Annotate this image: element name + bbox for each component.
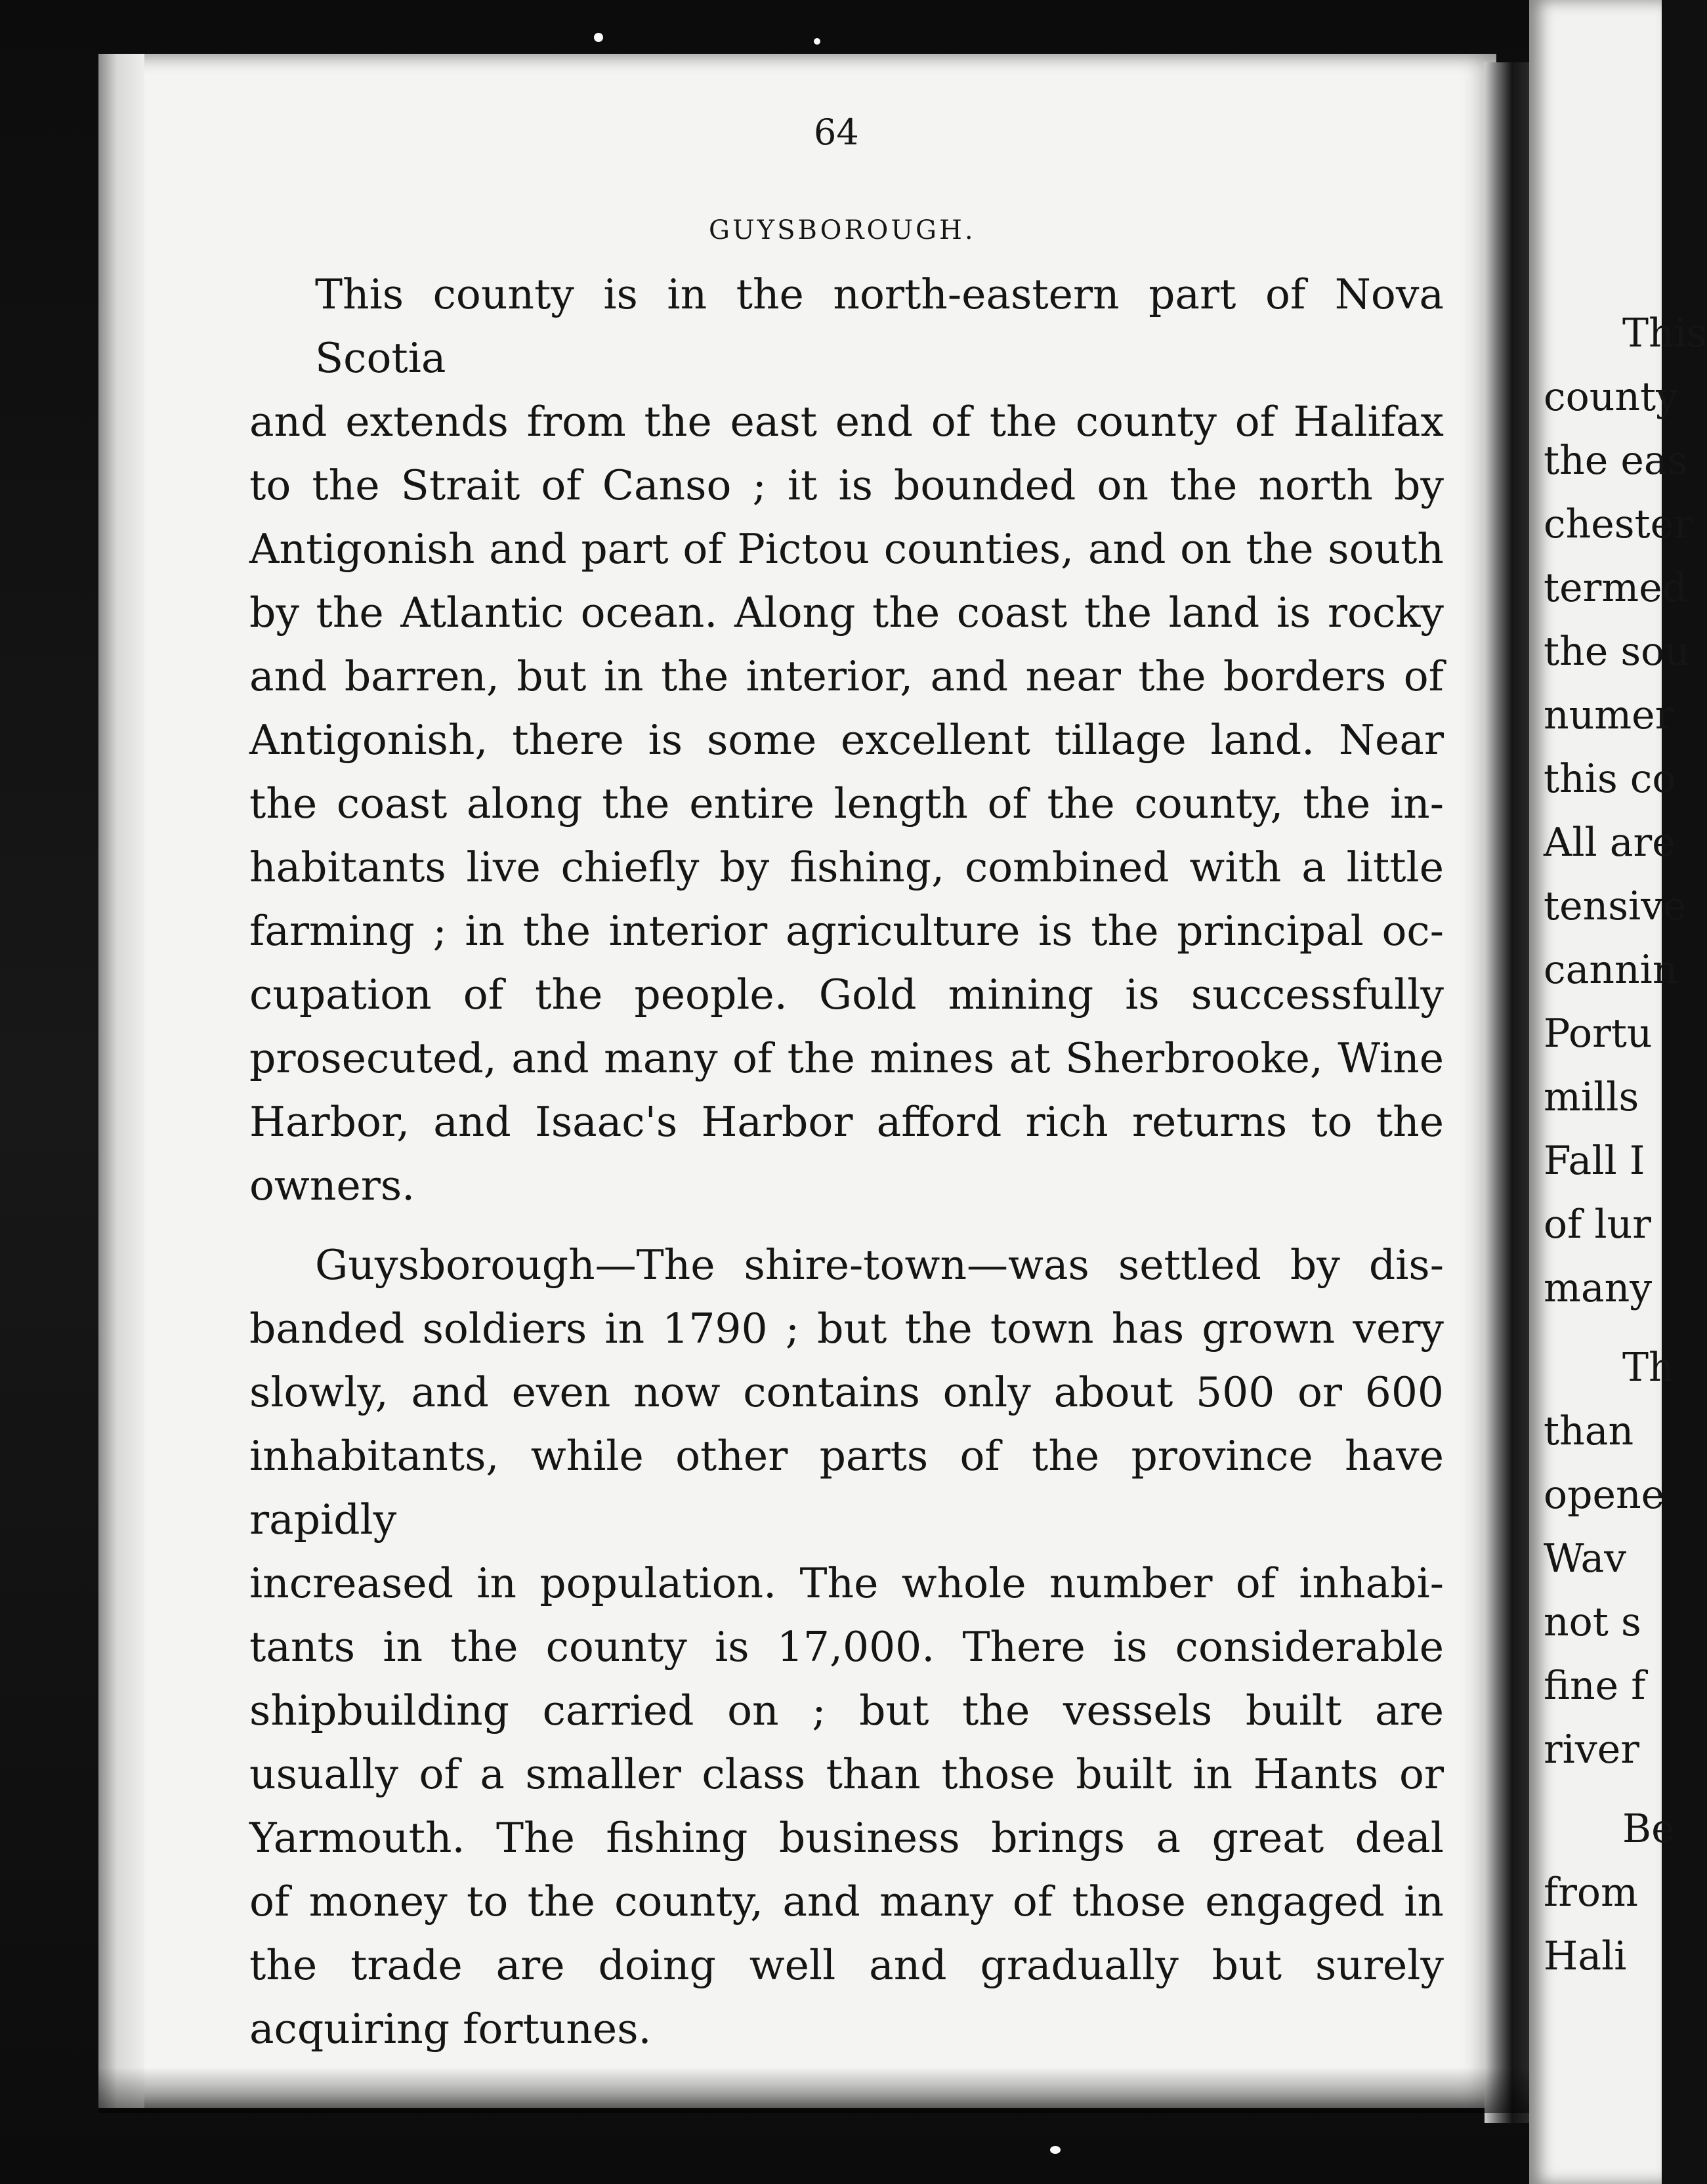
- text-line: habitants live chiefly by fishing, combined with a little: [249, 843, 1444, 891]
- text-line: tensive: [1544, 883, 1687, 929]
- text-line: tants in the county is 17,000. There is considerable: [249, 1623, 1444, 1671]
- facing-page-text: [1544, 302, 1707, 1988]
- text-line: and extends from the east end of the county of Halifax: [249, 398, 1444, 446]
- text-line: of money to the county, and many of those engaged in: [249, 1878, 1444, 1925]
- text-line: inhabitants, while other parts of the province have rapidly: [249, 1432, 1444, 1544]
- paragraph: [249, 262, 1444, 1217]
- text-line: increased in population. The whole number of inhabi-: [249, 1559, 1444, 1607]
- text-line: This: [1622, 310, 1707, 356]
- text-line: many: [1544, 1265, 1653, 1311]
- body-text: [249, 262, 1444, 2061]
- text-line: All are: [1544, 820, 1675, 866]
- text-line: Harbor, and Isaac's Harbor afford rich returns to the: [249, 1098, 1444, 1146]
- text-line: banded soldiers in 1790 ; but the town has grown very: [249, 1305, 1444, 1353]
- text-line: Hali: [1544, 1933, 1627, 1979]
- text-line: and barren, but in the interior, and near the borders of: [249, 652, 1444, 700]
- text-line: from: [1544, 1870, 1638, 1916]
- text-line: slowly, and even now contains only about 500 or 600: [249, 1368, 1444, 1416]
- text-line: to the Strait of Canso ; it is bounded on the north by: [249, 461, 1444, 509]
- page-bottom-shadow: [98, 2067, 1529, 2113]
- text-line: cannin: [1544, 947, 1678, 993]
- text-line: Antigonish and part of Pictou counties, and on the south: [249, 525, 1444, 573]
- text-line: not s: [1544, 1599, 1641, 1645]
- scan-speck: [1050, 2146, 1061, 2154]
- text-line: Wav: [1544, 1536, 1627, 1582]
- text-line: fine f: [1544, 1663, 1646, 1709]
- text-line: This county is in the north-eastern part of Nova Scotia: [315, 270, 1444, 382]
- text-line: cupation of the people. Gold mining is successfully: [249, 971, 1444, 1018]
- text-line: of lur: [1544, 1202, 1651, 1248]
- text-line: termed: [1544, 565, 1688, 611]
- text-line: Be: [1622, 1806, 1675, 1852]
- text-line: acquiring fortunes.: [249, 2005, 652, 2053]
- text-line: the eas: [1544, 438, 1688, 484]
- scan-speck: [594, 33, 603, 42]
- book-gutter: [1485, 62, 1530, 2123]
- text-line: shipbuilding carried on ; but the vessels built are: [249, 1687, 1444, 1734]
- text-line: usually of a smaller class than those built in Hants or: [249, 1750, 1444, 1798]
- text-line: Antigonish, there is some excellent tillage land. Near: [249, 716, 1444, 764]
- text-line: owners.: [249, 1162, 415, 1209]
- text-line: the trade are doing well and gradually but surely: [249, 1941, 1444, 1989]
- text-line: than: [1544, 1408, 1634, 1454]
- text-line: mills: [1544, 1074, 1639, 1120]
- text-line: river: [1544, 1727, 1639, 1773]
- text-line: county: [1544, 374, 1679, 420]
- page-number: 64: [814, 112, 859, 153]
- section-heading: GUYSBOROUGH.: [709, 215, 976, 245]
- text-line: Yarmouth. The fishing business brings a great deal: [249, 1814, 1444, 1862]
- text-line: Portu: [1544, 1011, 1653, 1057]
- text-line: prosecuted, and many of the mines at Sherbrooke, Wine: [249, 1034, 1444, 1082]
- page-edge: [98, 54, 144, 2108]
- text-line: farming ; in the interior agriculture is the principal oc-: [249, 907, 1444, 955]
- text-line: the sou: [1544, 629, 1690, 675]
- text-line: numer: [1544, 692, 1674, 738]
- text-line: chester: [1544, 501, 1693, 547]
- text-line: opene: [1544, 1472, 1665, 1518]
- text-line: Guysborough—The shire-town—was settled by dis-: [315, 1241, 1444, 1289]
- text-line: by the Atlantic ocean. Along the coast the land is rocky: [249, 589, 1444, 637]
- text-line: Th: [1622, 1345, 1674, 1391]
- scan-speck: [814, 38, 820, 45]
- text-line: the coast along the entire length of the county, the in-: [249, 780, 1444, 828]
- text-line: Fall I: [1544, 1138, 1645, 1184]
- paragraph: [249, 1233, 1444, 2061]
- text-line: this co: [1544, 756, 1676, 802]
